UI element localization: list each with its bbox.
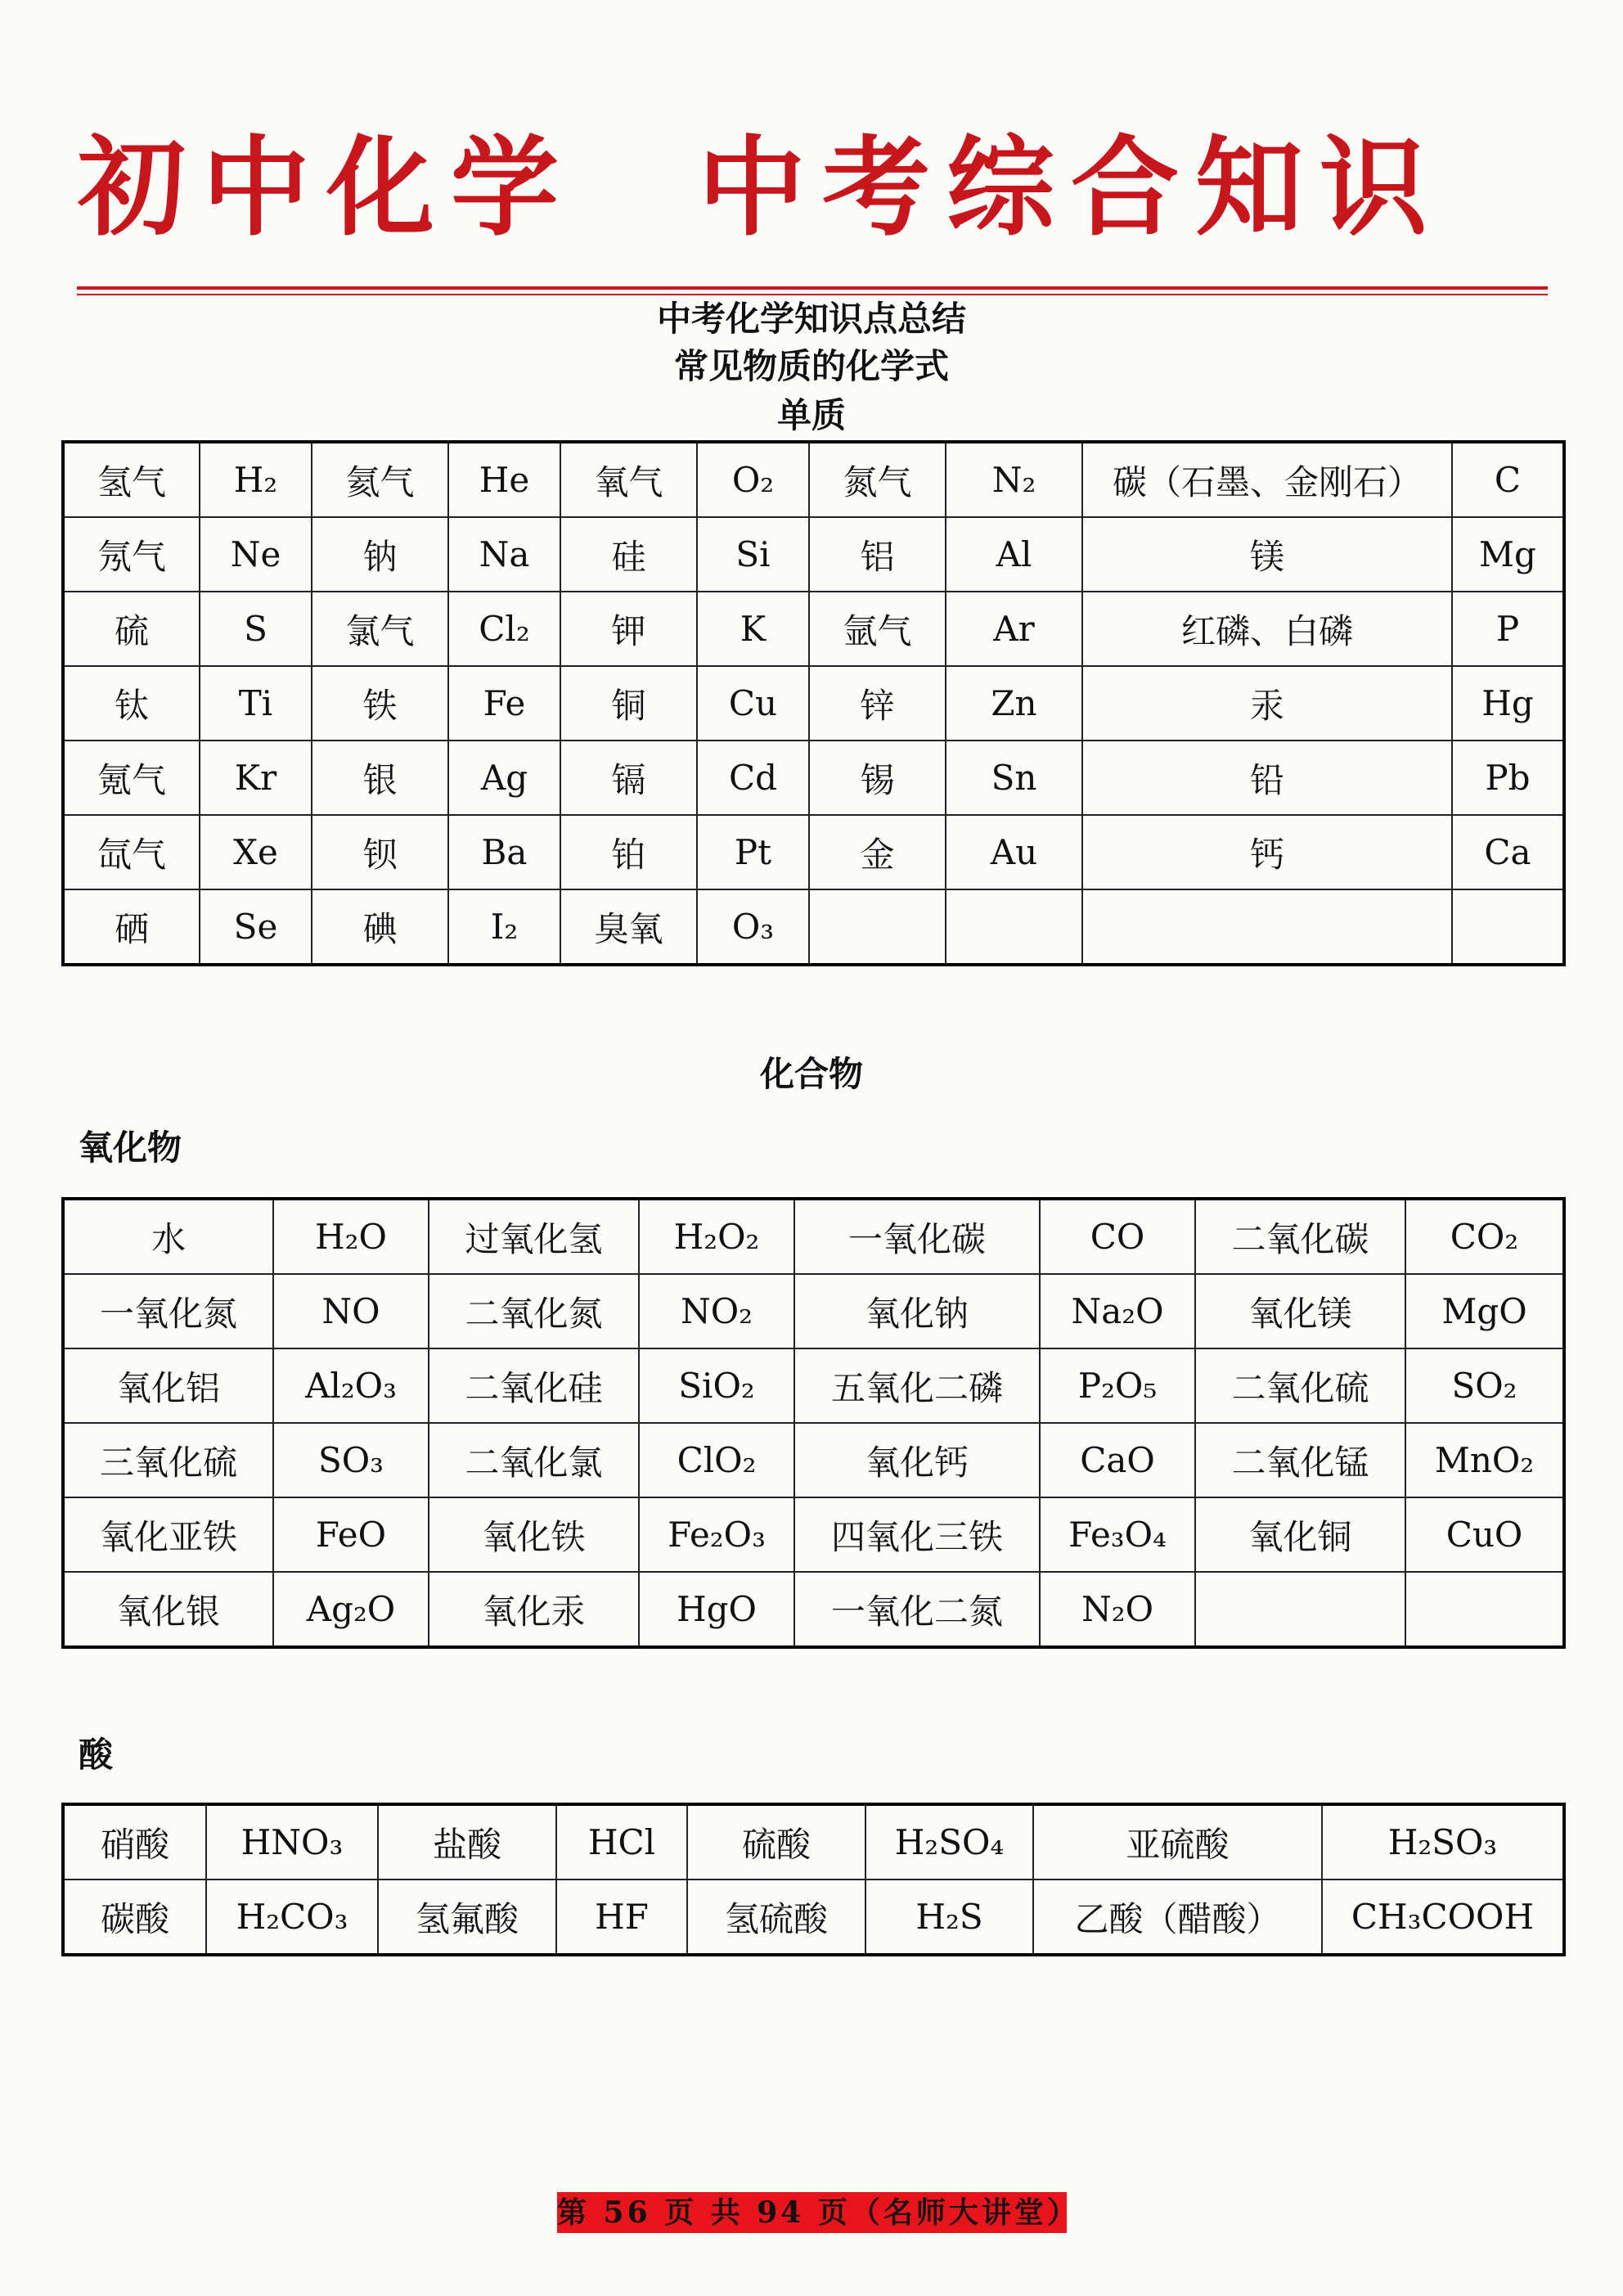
formula-cell: Al₂O₃	[273, 1348, 429, 1423]
banner-rule-thin	[77, 294, 1548, 295]
formula-cell: Au	[946, 815, 1082, 889]
formula-cell: Fe	[448, 666, 560, 741]
substance-name-cell: 一氧化碳	[794, 1199, 1040, 1274]
substance-name-cell: 氖气	[63, 517, 200, 592]
substance-name-cell: 氧化银	[63, 1572, 273, 1647]
formula-cell: Kr	[200, 741, 312, 815]
formula-cell: K	[697, 592, 809, 666]
formula-cell: H₂S	[865, 1880, 1033, 1955]
banner-right: 中考综合知识	[698, 125, 1444, 251]
substance-name-cell: 铂	[560, 815, 697, 889]
elements-title: 单质	[776, 395, 846, 435]
sub-title: 常见物质的化学式	[673, 346, 949, 386]
formula-cell: H₂O₂	[639, 1199, 794, 1274]
substance-name-cell: 氧化汞	[429, 1572, 639, 1647]
formula-cell	[946, 889, 1082, 965]
formula-cell: Cl₂	[448, 592, 560, 666]
formula-cell: CO	[1040, 1199, 1195, 1274]
substance-name-cell: 碳（石墨、金刚石）	[1082, 442, 1452, 517]
substance-name-cell: 氧化钙	[794, 1423, 1040, 1497]
substance-name-cell: 钾	[560, 592, 697, 666]
table-row	[63, 666, 1564, 741]
acids-title: 酸	[79, 1735, 114, 1775]
substance-name-cell	[809, 889, 946, 965]
substance-name-cell: 硫	[63, 592, 200, 666]
formula-cell: S	[200, 592, 312, 666]
formula-cell: Xe	[200, 815, 312, 889]
substance-name-cell: 碘	[312, 889, 448, 965]
formula-cell: Ba	[448, 815, 560, 889]
formula-cell: Cu	[697, 666, 809, 741]
substance-name-cell: 镉	[560, 741, 697, 815]
substance-name-cell	[1082, 889, 1452, 965]
formula-cell: H₂CO₃	[206, 1880, 378, 1955]
formula-cell: N₂O	[1040, 1572, 1195, 1647]
formula-cell: SO₃	[273, 1423, 429, 1497]
substance-name-cell: 氢硫酸	[687, 1880, 865, 1955]
substance-name-cell: 水	[63, 1199, 273, 1274]
substance-name-cell: 氮气	[809, 442, 946, 517]
substance-name-cell: 硫酸	[687, 1804, 865, 1880]
formula-cell: N₂	[946, 442, 1082, 517]
substance-name-cell: 氧化铁	[429, 1497, 639, 1572]
substance-name-cell: 钡	[312, 815, 448, 889]
oxides-table	[61, 1197, 1566, 1649]
table-row	[63, 1804, 1564, 1880]
table-row	[63, 1572, 1564, 1647]
formula-cell: Mg	[1452, 517, 1564, 592]
formula-cell: HNO₃	[206, 1804, 378, 1880]
substance-name-cell: 镁	[1082, 517, 1452, 592]
formula-cell: C	[1452, 442, 1564, 517]
table-row	[63, 1348, 1564, 1423]
formula-cell: CH₃COOH	[1322, 1880, 1564, 1955]
formula-cell: CO₂	[1405, 1199, 1564, 1274]
substance-name-cell: 钙	[1082, 815, 1452, 889]
substance-name-cell: 五氧化二磷	[794, 1348, 1040, 1423]
formula-cell: H₂	[200, 442, 312, 517]
substance-name-cell: 钠	[312, 517, 448, 592]
formula-cell: Ag	[448, 741, 560, 815]
substance-name-cell: 银	[312, 741, 448, 815]
substance-name-cell: 亚硫酸	[1033, 1804, 1322, 1880]
formula-cell	[1452, 889, 1564, 965]
substance-name-cell: 硅	[560, 517, 697, 592]
substance-name-cell: 二氧化碳	[1195, 1199, 1405, 1274]
formula-cell: CaO	[1040, 1423, 1195, 1497]
page-banner	[78, 123, 1550, 254]
oxides-title: 氧化物	[79, 1128, 182, 1168]
substance-name-cell: 乙酸（醋酸）	[1033, 1880, 1322, 1955]
substance-name-cell: 氧化铝	[63, 1348, 273, 1423]
substance-name-cell: 氢氟酸	[378, 1880, 556, 1955]
substance-name-cell: 氢气	[63, 442, 200, 517]
substance-name-cell: 氩气	[809, 592, 946, 666]
formula-cell: SO₂	[1405, 1348, 1564, 1423]
table-row	[63, 1880, 1564, 1955]
formula-cell: Se	[200, 889, 312, 965]
substance-name-cell: 红磷、白磷	[1082, 592, 1452, 666]
acids-table	[61, 1803, 1566, 1956]
substance-name-cell: 硝酸	[63, 1804, 206, 1880]
formula-cell: Hg	[1452, 666, 1564, 741]
substance-name-cell: 钛	[63, 666, 200, 741]
substance-name-cell: 臭氧	[560, 889, 697, 965]
table-row	[63, 592, 1564, 666]
formula-cell	[1405, 1572, 1564, 1647]
substance-name-cell	[1195, 1572, 1405, 1647]
elements-table	[61, 440, 1566, 966]
formula-cell: Na₂O	[1040, 1274, 1195, 1348]
formula-cell: P₂O₅	[1040, 1348, 1195, 1423]
formula-cell: FeO	[273, 1497, 429, 1572]
substance-name-cell: 二氧化硅	[429, 1348, 639, 1423]
substance-name-cell: 二氧化氮	[429, 1274, 639, 1348]
substance-name-cell: 氧气	[560, 442, 697, 517]
formula-cell: He	[448, 442, 560, 517]
substance-name-cell: 铜	[560, 666, 697, 741]
formula-cell: HgO	[639, 1572, 794, 1647]
formula-cell: Na	[448, 517, 560, 592]
formula-cell: NO	[273, 1274, 429, 1348]
substance-name-cell: 一氧化二氮	[794, 1572, 1040, 1647]
substance-name-cell: 氦气	[312, 442, 448, 517]
formula-cell: Si	[697, 517, 809, 592]
substance-name-cell: 盐酸	[378, 1804, 556, 1880]
formula-cell: Ar	[946, 592, 1082, 666]
banner-left: 初中化学	[78, 125, 575, 251]
formula-cell: O₂	[697, 442, 809, 517]
formula-cell: I₂	[448, 889, 560, 965]
formula-cell: SiO₂	[639, 1348, 794, 1423]
formula-cell: Ag₂O	[273, 1572, 429, 1647]
table-row	[63, 517, 1564, 592]
table-row	[63, 1423, 1564, 1497]
formula-cell: ClO₂	[639, 1423, 794, 1497]
substance-name-cell: 氧化镁	[1195, 1274, 1405, 1348]
compounds-title: 化合物	[759, 1054, 863, 1094]
substance-name-cell: 二氧化硫	[1195, 1348, 1405, 1423]
substance-name-cell: 硒	[63, 889, 200, 965]
formula-cell: HF	[556, 1880, 687, 1955]
formula-cell: Ti	[200, 666, 312, 741]
substance-name-cell: 二氧化氯	[429, 1423, 639, 1497]
substance-name-cell: 锡	[809, 741, 946, 815]
substance-name-cell: 氧化亚铁	[63, 1497, 273, 1572]
formula-cell: Pt	[697, 815, 809, 889]
banner-rule	[77, 286, 1548, 290]
substance-name-cell: 过氧化氢	[429, 1199, 639, 1274]
page-footer: 第 56 页 共 94 页（名师大讲堂）	[557, 2192, 1067, 2233]
substance-name-cell: 金	[809, 815, 946, 889]
substance-name-cell: 汞	[1082, 666, 1452, 741]
formula-cell: Fe₂O₃	[639, 1497, 794, 1572]
formula-cell: H₂SO₄	[865, 1804, 1033, 1880]
formula-cell: CuO	[1405, 1497, 1564, 1572]
table-row	[63, 1274, 1564, 1348]
substance-name-cell: 氯气	[312, 592, 448, 666]
table-row	[63, 741, 1564, 815]
formula-cell: MgO	[1405, 1274, 1564, 1348]
formula-cell: Sn	[946, 741, 1082, 815]
formula-cell: H₂O	[273, 1199, 429, 1274]
substance-name-cell: 四氧化三铁	[794, 1497, 1040, 1572]
table-row	[63, 1497, 1564, 1572]
substance-name-cell: 铅	[1082, 741, 1452, 815]
substance-name-cell: 氧化铜	[1195, 1497, 1405, 1572]
substance-name-cell: 氪气	[63, 741, 200, 815]
substance-name-cell: 锌	[809, 666, 946, 741]
table-row	[63, 815, 1564, 889]
formula-cell: H₂SO₃	[1322, 1804, 1564, 1880]
formula-cell: MnO₂	[1405, 1423, 1564, 1497]
formula-cell: Ca	[1452, 815, 1564, 889]
substance-name-cell: 铝	[809, 517, 946, 592]
formula-cell: Al	[946, 517, 1082, 592]
substance-name-cell: 一氧化氮	[63, 1274, 273, 1348]
formula-cell: Fe₃O₄	[1040, 1497, 1195, 1572]
formula-cell: P	[1452, 592, 1564, 666]
formula-cell: Pb	[1452, 741, 1564, 815]
formula-cell: Zn	[946, 666, 1082, 741]
substance-name-cell: 氙气	[63, 815, 200, 889]
table-row	[63, 442, 1564, 517]
substance-name-cell: 铁	[312, 666, 448, 741]
substance-name-cell: 二氧化锰	[1195, 1423, 1405, 1497]
formula-cell: Cd	[697, 741, 809, 815]
formula-cell: O₃	[697, 889, 809, 965]
formula-cell: HCl	[556, 1804, 687, 1880]
substance-name-cell: 碳酸	[63, 1880, 206, 1955]
formula-cell: Ne	[200, 517, 312, 592]
table-row	[63, 1199, 1564, 1274]
substance-name-cell: 三氧化硫	[63, 1423, 273, 1497]
formula-cell: NO₂	[639, 1274, 794, 1348]
table-row	[63, 889, 1564, 965]
main-title: 中考化学知识点总结	[656, 299, 966, 339]
substance-name-cell: 氧化钠	[794, 1274, 1040, 1348]
